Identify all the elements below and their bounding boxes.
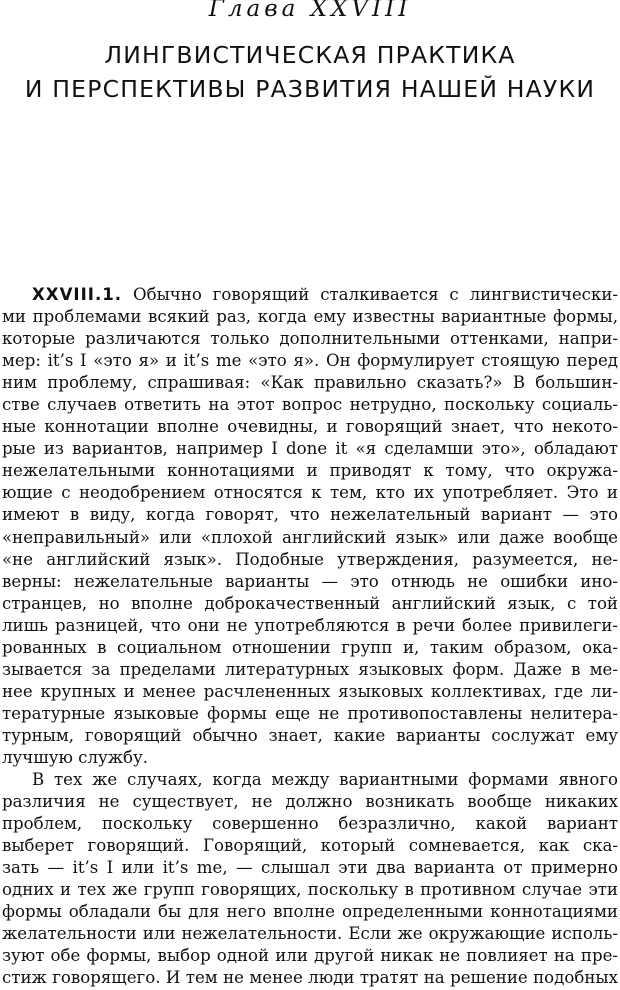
paragraph-line: зать — it’s I или it’s me, — слышал эти два варианта от примерно bbox=[2, 858, 618, 878]
paragraph-line: зывается за пределами литературных языковых форм. Даже в ме- bbox=[2, 659, 618, 679]
paragraph-line: имеют в виду, когда говорят, что нежелательный вариант — это bbox=[2, 505, 618, 525]
chapter-title bbox=[0, 38, 620, 106]
paragraph-line bbox=[2, 284, 618, 306]
paragraph-line: турным, говорящий обычно знает, какие варианты сослужат ему bbox=[2, 725, 618, 745]
paragraph-line: проблем, поскольку совершенно безразлично, какой вариант bbox=[2, 814, 618, 834]
paragraph-line: ним проблему, спрашивая: «Как правильно сказать?» В большин- bbox=[2, 373, 618, 393]
paragraph-line: стиж говорящего. И тем не менее люди тратят на решение подобных bbox=[2, 968, 618, 988]
paragraph-1 bbox=[2, 306, 618, 747]
paragraph-line: зуют обе формы, выбор одной или другой никак не повлияет на пре- bbox=[2, 946, 618, 966]
body-text bbox=[2, 284, 618, 990]
paragraph-line: мер: it’s I «это я» и it’s me «это я». Он формулирует стоящую перед bbox=[2, 351, 618, 371]
paragraph-line: странцев, но вполне доброкачественный английский язык, с той bbox=[2, 593, 618, 613]
paragraph-line: нежелательными коннотациями и приводят к тому, что окружа- bbox=[2, 461, 618, 481]
paragraph-line: ми проблемами всякий раз, когда ему известны вариантные формы, bbox=[2, 307, 618, 327]
paragraph-line: рые из вариантов, например I done it «я сделамши это», обладают bbox=[2, 439, 618, 459]
chapter-title-line: ЛИНГВИСТИЧЕСКАЯ ПРАКТИКА bbox=[104, 41, 516, 69]
paragraph-text: Обычно говорящий сталкивается с лингвистически- bbox=[132, 285, 618, 304]
paragraph-line: нее крупных и менее расчлененных языковых коллективах, где ли- bbox=[2, 681, 618, 701]
paragraph-line: лишь разницей, что они не употребляются в речи более привилеги- bbox=[2, 615, 618, 635]
paragraph-2 bbox=[2, 769, 618, 989]
paragraph-line: ющие с неодобрением относятся к тем, кто их употребляет. Это и bbox=[2, 483, 618, 503]
paragraph-line: лучшую службу. bbox=[2, 747, 149, 767]
paragraph-line: ные коннотации вполне очевидны, и говорящий знает, что некото- bbox=[2, 417, 618, 437]
paragraph-line: различия не существует, не должно возникать вообще никаких bbox=[2, 792, 618, 812]
chapter-label: Глава XXVIII bbox=[208, 0, 412, 22]
section-number: XXVIII.1. bbox=[32, 285, 123, 304]
paragraph-line: желательности или нежелательности. Если же окружающие исполь- bbox=[2, 924, 618, 944]
paragraph-line: одних и тех же групп говорящих, поскольку в противном случае эти bbox=[2, 880, 618, 900]
paragraph-line: выберет говорящий. Говорящий, который сомневается, как ска- bbox=[2, 836, 618, 856]
paragraph-line: тературные языковые формы еще не противопоставлены нелитера- bbox=[2, 703, 618, 723]
paragraph-line: верны: нежелательные варианты — это отнюдь не ошибки ино- bbox=[2, 571, 618, 591]
paragraph-line: В тех же случаях, когда между вариантными формами явного bbox=[32, 770, 618, 790]
paragraph-line: «неправильный» или «плохой английский язык» или даже вообще bbox=[2, 527, 618, 547]
paragraph-line: которые различаются только дополнительными оттенками, напри- bbox=[2, 329, 618, 349]
paragraph-line: рованных в социальном отношении групп и, таким образом, ока- bbox=[2, 637, 618, 657]
paragraph-line: стве случаев ответить на этот вопрос нетрудно, поскольку социаль- bbox=[2, 395, 618, 415]
chapter-title-line: И ПЕРСПЕКТИВЫ РАЗВИТИЯ НАШЕЙ НАУКИ bbox=[24, 75, 596, 103]
paragraph-line: «не английский язык». Подобные утверждения, разумеется, не- bbox=[2, 549, 618, 569]
paragraph-line: формы обладали бы для него вполне определенными коннотациями bbox=[2, 902, 618, 922]
